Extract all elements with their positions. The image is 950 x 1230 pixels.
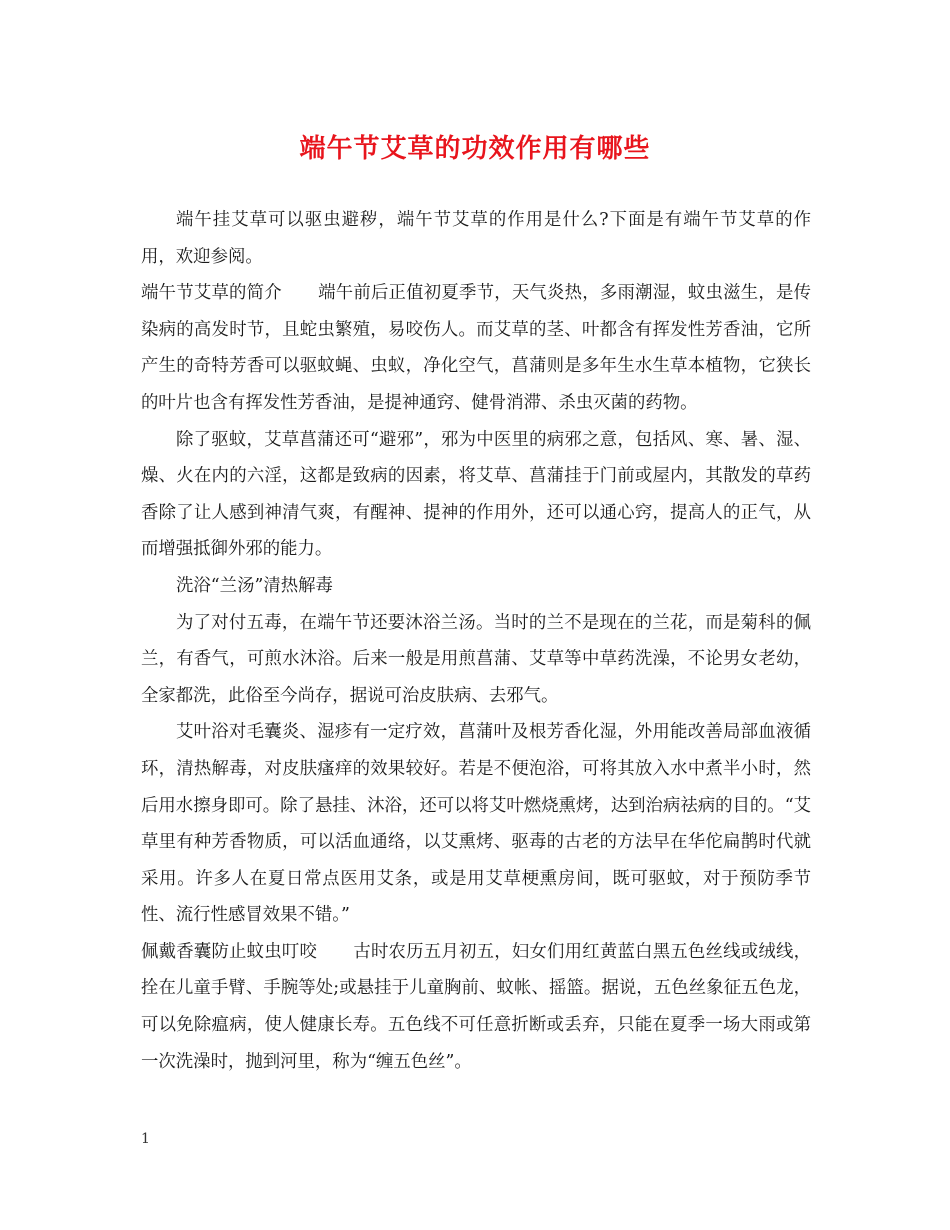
section-text-sachet: 古时农历五月初五，妇女们用红黄蓝白黑五色丝线或绒线，拴在儿童手臂、手腕等处;或悬挂于儿童胸前、蚊帐、摇篮。据说，五色丝象征五色龙，可以免除瘟病，使人健康长寿。五色线不可任意折断或丢弃，只能在夏季一场大雨或第一次洗澡时，抛到河里，称为“缠五色丝”。 [141, 941, 811, 1072]
section-heading-intro: 端午节艾草的简介 [141, 283, 282, 304]
sachet-section-paragraph [141, 934, 811, 1080]
intro-paragraph: 端午挂艾草可以驱虫避秽，端午节艾草的作用是什么?下面是有端午节艾草的作用，欢迎参阅。 [141, 210, 811, 267]
bath-paragraph: 为了对付五毒，在端午节还要沐浴兰汤。当时的兰不是现在的兰花，而是菊科的佩兰，有香气，可煎水沐浴。后来一般是用煎菖蒲、艾草等中草药洗澡，不论男女老幼，全家都洗，此俗至今尚存，据说可治皮肤病、去邪气。 [141, 612, 811, 706]
intro-section-paragraph [141, 275, 811, 421]
document-title: 端午节艾草的功效作用有哪些 [299, 134, 651, 164]
document-body [141, 202, 811, 1080]
page-number: 1 [141, 1131, 150, 1147]
section-heading-sachet: 佩戴香囊防止蚊虫叮咬 [141, 941, 318, 962]
ward-off-evil-paragraph: 除了驱蚊，艾草菖蒲还可“避邪”，邪为中医里的病邪之意，包括风、寒、暑、湿、燥、火在内的六淫，这都是致病的因素，将艾草、菖蒲挂于门前或屋内，其散发的草药香除了让人感到神清气爽，有醒神、提神的作用外，还可以通心窍，提高人的正气，从而增强抵御外邪的能力。 [141, 429, 811, 560]
bath-section-heading: 洗浴“兰汤”清热解毒 [176, 575, 333, 596]
section-text-intro: 端午前后正值初夏季节，天气炎热，多雨潮湿，蚊虫滋生，是传染病的高发时节，且蛇虫繁殖，易咬伤人。而艾草的茎、叶都含有挥发性芳香油，它所产生的奇特芳香可以驱蚊蝇、虫蚁，净化空气，菖蒲则是多年生水生草本植物，它狭长的叶片也含有挥发性芳香油，是提神通窍、健骨消滞、杀虫灭菌的药物。 [141, 283, 811, 413]
mugwort-bath-paragraph: 艾叶浴对毛囊炎、湿疹有一定疗效，菖蒲叶及根芳香化湿，外用能改善局部血液循环，清热解毒，对皮肤瘙痒的效果较好。若是不便泡浴，可将其放入水中煮半小时，然后用水擦身即可。除了悬挂、沐浴，还可以将艾叶燃烧熏烤，达到治病祛病的目的。“艾草里有种芳香物质，可以活血通络，以艾熏烤、驱毒的古老的方法早在华佗扁鹊时代就采用。许多人在夏日常点医用艾条，或是用艾草梗熏房间，既可驱蚊，对于预防季节性、流行性感冒效果不错。” [141, 722, 811, 926]
